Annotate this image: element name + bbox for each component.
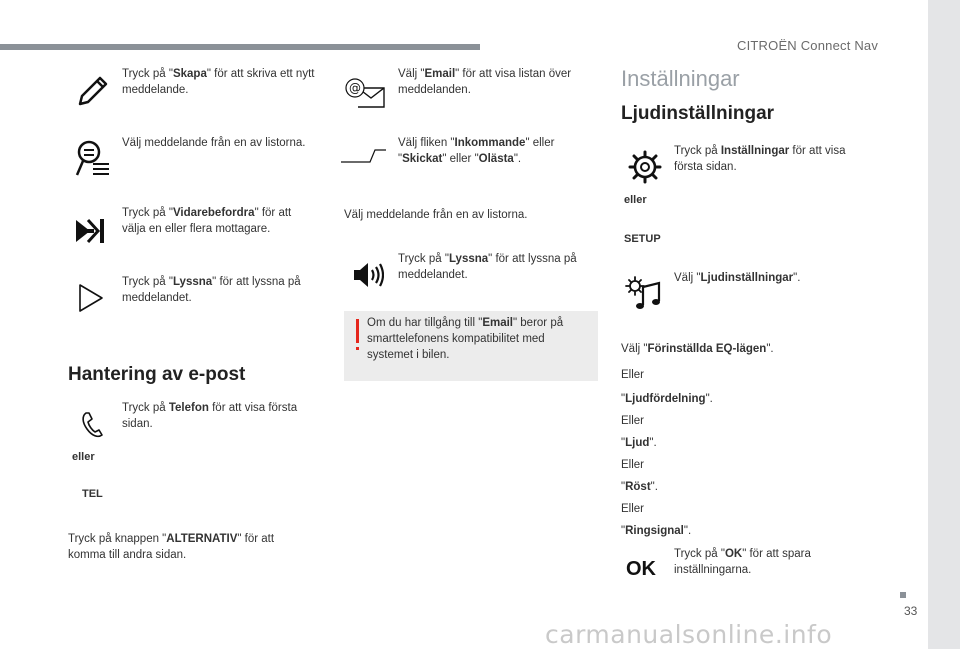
- tab-icon: [340, 148, 388, 164]
- brand-name: CITROËN Connect Nav: [737, 38, 879, 53]
- email-icon: [344, 78, 386, 108]
- ringsignal-text: "Ringsignal".: [621, 525, 692, 537]
- gear-icon: [628, 150, 662, 184]
- watermark: carmanualsonline.info: [545, 620, 833, 649]
- sound-settings-heading: Ljudinställningar: [621, 103, 775, 124]
- skapa-text: Tryck på "Skapa" för att skriva ett nytt meddelande.: [122, 68, 315, 96]
- ljudfordelning-text: "Ljudfördelning".: [621, 393, 713, 405]
- page-edge-strip: [928, 0, 960, 649]
- alternativ-text: Tryck på knappen "ALTERNATIV" för att komma till andra sidan.: [68, 533, 275, 561]
- email-note-box: [344, 311, 598, 381]
- select-message-text-2: Välj meddelande från en av listorna.: [344, 209, 528, 221]
- ljud-text: "Ljud".: [621, 437, 657, 449]
- eller-4: Eller: [621, 503, 645, 515]
- email-text: Välj "Email" för att visa listan över meddelanden.: [398, 68, 572, 96]
- sound-settings-icon: [625, 275, 661, 311]
- or-label-1: eller: [72, 451, 95, 463]
- lyssna-text-2: Tryck på "Lyssna" för att lyssna på meddelandet.: [398, 253, 577, 281]
- speaker-icon: [352, 261, 384, 289]
- message-list-icon: [75, 138, 111, 178]
- ok-text: Tryck på "OK" för att spara inställningarna.: [674, 548, 811, 576]
- page-number: 33: [904, 604, 918, 618]
- eller-1: Eller: [621, 369, 645, 381]
- fliken-text: Välj fliken "Inkommande" eller "Skickat" eller "Olästa".: [398, 137, 555, 165]
- phone-icon: [80, 410, 106, 440]
- eller-3: Eller: [621, 459, 645, 471]
- tel-button-label: TEL: [82, 488, 103, 500]
- rost-text: "Röst".: [621, 481, 658, 493]
- vidarebefordra-text: Tryck på "Vidarebefordra" för att välja en eller flera mottagare.: [122, 207, 292, 235]
- email-note-text: Om du har tillgång till "Email" beror på smarttelefonens kompatibilitet med systemet i bilen.: [367, 317, 564, 361]
- page-marker: [900, 592, 906, 598]
- forward-icon: [74, 216, 106, 246]
- select-message-text: Välj meddelande från en av listorna.: [122, 137, 306, 149]
- or-label-2: eller: [624, 194, 647, 206]
- email-heading: Hantering av e-post: [68, 364, 246, 385]
- eller-2: Eller: [621, 415, 645, 427]
- header-rule: [0, 44, 480, 50]
- eq-text: Välj "Förinställda EQ-lägen".: [621, 343, 774, 355]
- telefon-text: Tryck på Telefon för att visa första sidan.: [122, 402, 298, 430]
- ok-button-label: OK: [626, 558, 656, 580]
- setup-button-label: SETUP: [624, 233, 661, 245]
- svg-text:@: @: [349, 81, 361, 95]
- ljudinstallningar-text: Välj "Ljudinställningar".: [674, 272, 801, 284]
- warning-icon: [356, 319, 359, 343]
- play-icon: [78, 283, 104, 313]
- installningar-text: Tryck på Inställningar för att visa första sidan.: [674, 145, 846, 173]
- settings-title: Inställningar: [621, 66, 740, 91]
- pencil-icon: [76, 74, 108, 108]
- lyssna-text-1: Tryck på "Lyssna" för att lyssna på meddelandet.: [122, 276, 301, 304]
